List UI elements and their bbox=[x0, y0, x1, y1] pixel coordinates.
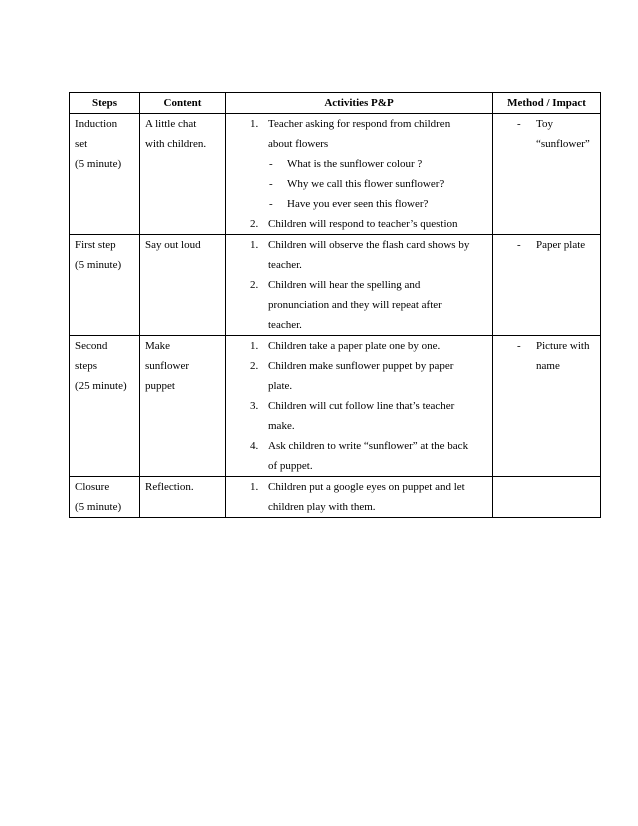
content-cell bbox=[140, 336, 226, 477]
numbered-item bbox=[231, 436, 487, 476]
activities-cell bbox=[226, 477, 493, 518]
steps-cell bbox=[70, 114, 140, 235]
item-number: 1. bbox=[250, 239, 259, 251]
content-line: puppet bbox=[145, 380, 175, 392]
steps-line: (5 minute) bbox=[75, 501, 122, 513]
item-number: 1. bbox=[250, 481, 259, 493]
item-line: Children put a google eyes on puppet and let bbox=[268, 481, 465, 493]
content-line: Make bbox=[145, 340, 171, 352]
table-header-row bbox=[70, 93, 601, 114]
steps-cell bbox=[70, 336, 140, 477]
method-line: Toy bbox=[536, 118, 553, 130]
numbered-item bbox=[231, 336, 487, 356]
method-line: Paper plate bbox=[536, 239, 586, 251]
content-line: sunflower bbox=[145, 360, 189, 372]
numbered-item bbox=[231, 275, 487, 335]
numbered-item bbox=[231, 114, 487, 154]
item-dash: - bbox=[517, 118, 521, 130]
item-line: Have you ever seen this flower? bbox=[287, 198, 429, 210]
table-row bbox=[70, 114, 601, 235]
item-line: Teacher asking for respond from children bbox=[268, 118, 451, 130]
item-number: 4. bbox=[250, 440, 259, 452]
item-dash: - bbox=[517, 239, 521, 251]
item-line: Why we call this flower sunflower? bbox=[287, 178, 445, 190]
item-number: 3. bbox=[250, 400, 259, 412]
steps-line: (5 minute) bbox=[75, 259, 122, 271]
header-activities: Activities P&P bbox=[226, 93, 493, 114]
content-cell bbox=[140, 114, 226, 235]
item-line: Children will cut follow line that’s teacher bbox=[268, 400, 455, 412]
header-content: Content bbox=[140, 93, 226, 114]
numbered-item bbox=[231, 396, 487, 436]
method-item bbox=[498, 336, 595, 376]
item-number: 2. bbox=[250, 360, 259, 372]
table-row bbox=[70, 235, 601, 336]
item-line: Children will observe the flash card shows by bbox=[268, 239, 470, 251]
method-item bbox=[498, 235, 595, 255]
activities-cell bbox=[226, 235, 493, 336]
lesson-plan-table bbox=[69, 92, 601, 518]
content-line: Say out loud bbox=[145, 239, 201, 251]
numbered-item bbox=[231, 356, 487, 396]
item-line: children play with them. bbox=[268, 501, 376, 513]
method-cell bbox=[493, 336, 601, 477]
bullet-item bbox=[231, 154, 487, 174]
content-cell bbox=[140, 235, 226, 336]
item-line: What is the sunflower colour ? bbox=[287, 158, 423, 170]
bullet-item bbox=[231, 174, 487, 194]
item-number: 1. bbox=[250, 118, 259, 130]
numbered-item bbox=[231, 477, 487, 517]
item-line: make. bbox=[268, 420, 295, 432]
item-line: teacher. bbox=[268, 319, 302, 331]
activities-cell bbox=[226, 336, 493, 477]
item-dash: - bbox=[269, 158, 273, 170]
method-item bbox=[498, 114, 595, 154]
item-line: Children will respond to teacher’s question bbox=[268, 218, 458, 230]
header-steps: Steps bbox=[70, 93, 140, 114]
steps-line: Induction bbox=[75, 118, 118, 130]
content-line: Reflection. bbox=[145, 481, 194, 493]
steps-line: Second bbox=[75, 340, 108, 352]
item-dash: - bbox=[517, 340, 521, 352]
steps-line: steps bbox=[75, 360, 97, 372]
item-line: about flowers bbox=[268, 138, 329, 150]
content-line: with children. bbox=[145, 138, 207, 150]
item-number: 2. bbox=[250, 279, 259, 291]
item-line: Ask children to write “sunflower” at the back bbox=[268, 440, 469, 452]
steps-line: set bbox=[75, 138, 88, 150]
item-line: of puppet. bbox=[268, 460, 313, 472]
item-line: Children take a paper plate one by one. bbox=[268, 340, 441, 352]
numbered-item bbox=[231, 214, 487, 234]
steps-line: (25 minute) bbox=[75, 380, 127, 392]
numbered-item bbox=[231, 235, 487, 275]
method-cell bbox=[493, 477, 601, 518]
item-number: 2. bbox=[250, 218, 259, 230]
steps-line: First step bbox=[75, 239, 116, 251]
bullet-item bbox=[231, 194, 487, 214]
steps-cell bbox=[70, 235, 140, 336]
method-cell bbox=[493, 114, 601, 235]
item-dash: - bbox=[269, 178, 273, 190]
steps-cell bbox=[70, 477, 140, 518]
item-line: Children will hear the spelling and bbox=[268, 279, 421, 291]
content-cell bbox=[140, 477, 226, 518]
activities-cell bbox=[226, 114, 493, 235]
item-line: Children make sunflower puppet by paper bbox=[268, 360, 454, 372]
method-cell bbox=[493, 235, 601, 336]
header-method: Method / Impact bbox=[493, 93, 601, 114]
item-line: plate. bbox=[268, 380, 293, 392]
item-dash: - bbox=[269, 198, 273, 210]
method-line: name bbox=[536, 360, 560, 372]
item-line: teacher. bbox=[268, 259, 302, 271]
method-line: “sunflower” bbox=[536, 138, 590, 150]
content-line: A little chat bbox=[145, 118, 197, 130]
steps-line: (5 minute) bbox=[75, 158, 122, 170]
table-row bbox=[70, 336, 601, 477]
method-line: Picture with bbox=[536, 340, 590, 352]
table-row bbox=[70, 477, 601, 518]
item-number: 1. bbox=[250, 340, 259, 352]
item-line: pronunciation and they will repeat after bbox=[268, 299, 442, 311]
steps-line: Closure bbox=[75, 481, 110, 493]
